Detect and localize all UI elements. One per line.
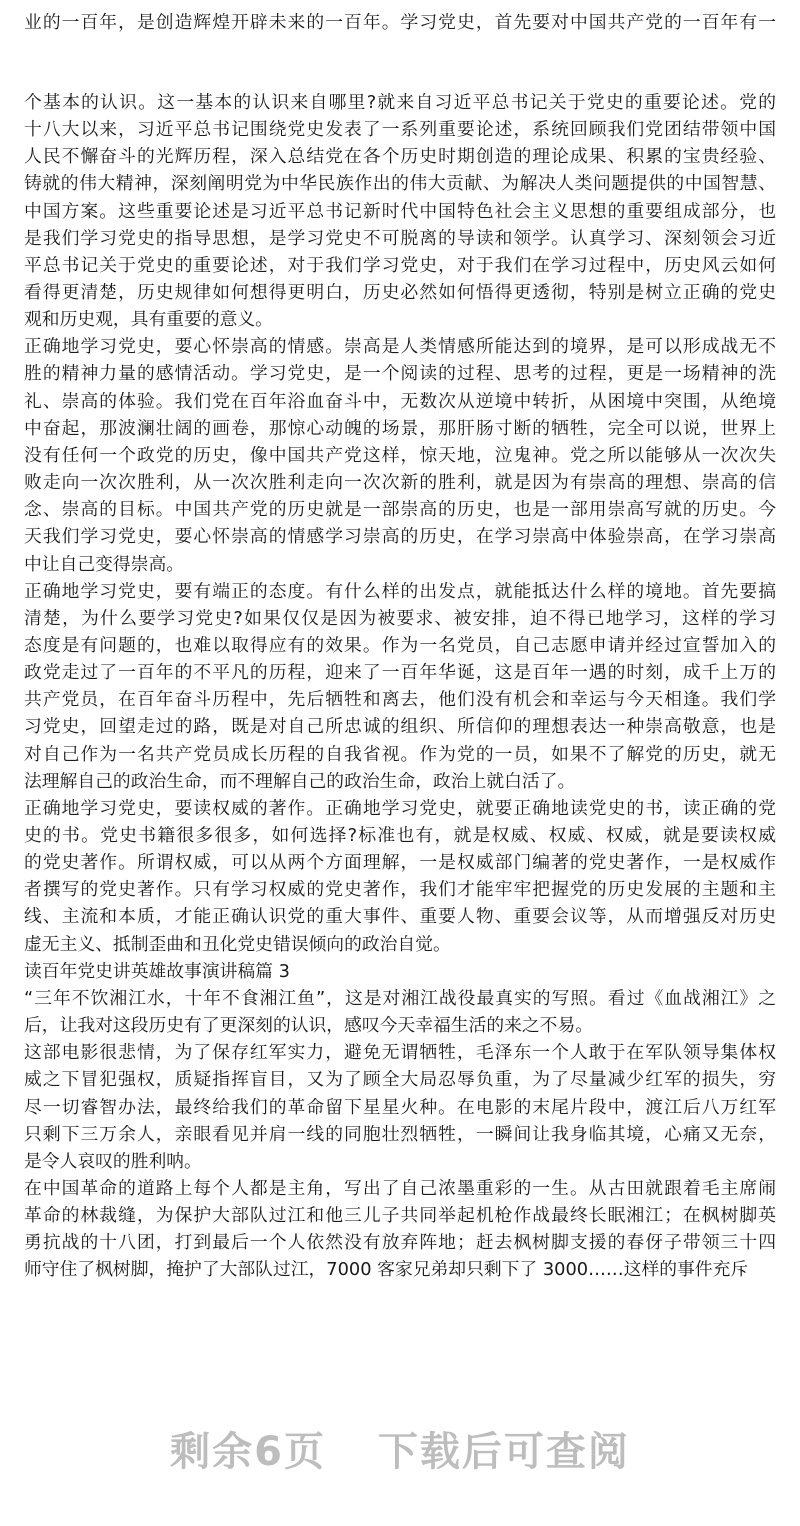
text-line: “三年不饮湘江水，十年不食湘江鱼”，这是对湘江战役最真实的写照。看过《血战湘江》之 <box>24 988 776 1009</box>
text-line: 平总书记关于党史的重要论述，对于我们学习党史，对于我们在学习过程中，历史风云如何 <box>24 255 776 276</box>
text-line: 业的一百年，是创造辉煌开辟未来的一百年。学习党史，首先要对中国共产党的一百年有一 <box>24 12 776 33</box>
text-line: 勇抗战的十八团，打到最后一个人依然没有放弃阵地；赶去枫树脚支援的春伢子带领三十四 <box>24 1232 776 1253</box>
text-line: 政党走过了一百年的不平凡的历程，迎来了一百年华诞，这是百年一遇的时刻，成千上万的 <box>24 662 776 683</box>
text-line: 者撰写的党史著作。只有学习权威的党史著作，我们才能牢牢把握党的历史发展的主题和主 <box>24 879 776 900</box>
text-line: 正确地学习党史，要读权威的著作。正确地学习党史，就要正确地读党史的书，读正确的党 <box>24 798 776 819</box>
text-line: 中奋起，那波澜壮阔的画卷，那惊心动魄的场景，那肝肠寸断的牺牲，完全可以说，世界上 <box>24 418 776 439</box>
text-line: 虚无主义、抵制歪曲和丑化党史错误倾向的政治自觉。 <box>24 934 451 955</box>
text-line: 读百年党史讲英雄故事演讲稿篇 3 <box>24 961 290 982</box>
text-line: 败走向一次次胜利，从一次次胜利走向一次次新的胜利，就是因为有崇高的理想、崇高的信 <box>24 472 776 493</box>
text-line: 后，让我对这段历史有了更深刻的认识，感叹今天幸福生活的来之不易。 <box>24 1015 594 1036</box>
text-line: 没有任何一个政党的历史，像中国共产党这样，惊天地，泣鬼神。党之所以能够从一次次失 <box>24 445 776 466</box>
text-line: 十八大以来，习近平总书记围绕党史发表了一系列重要论述，系统回顾我们党团结带领中国 <box>24 119 776 140</box>
text-line: 态度是有问题的，也难以取得应有的效果。作为一名党员，自己志愿申请并经过宣誓加入的 <box>24 635 776 656</box>
remaining-pages-label: 剩余6页 <box>170 1429 326 1475</box>
text-line: 看得更清楚，历史规律如何想得更明白，历史必然如何悟得更透彻，特别是树立正确的党史 <box>24 282 776 303</box>
text-line: 只剩下三万余人，亲眼看见并肩一线的同胞壮烈牺牲，一瞬间让我身临其境，心痛又无奈， <box>24 1124 776 1145</box>
text-line: 正确地学习党史，要有端正的态度。有什么样的出发点，就能抵达什么样的境地。首先要搞 <box>24 581 776 602</box>
text-line: 个基本的认识。这一基本的认识来自哪里?就来自习近平总书记关于党史的重要论述。党的 <box>24 92 776 113</box>
text-line: 习党史，回望走过的路，既是对自己所忠诚的组织、所信仰的理想表达一种崇高敬意，也是 <box>24 716 776 737</box>
text-line: 的党史著作。所谓权威，可以从两个方面理解，一是权威部门编著的党史著作，一是权威作 <box>24 852 776 873</box>
text-line: 威之下冒犯强权，质疑指挥盲目，又为了顾全大局忍辱负重，为了尽量减少红军的损失，穷 <box>24 1069 776 1090</box>
text-line: 法理解自己的政治生命，而不理解自己的政治生命，政治上就白活了。 <box>24 771 576 792</box>
text-line: 对自己作为一名共产党员成长历程的自我省视。作为党的一员，如果不了解党的历史，就无 <box>24 744 776 765</box>
text-line: 观和历史观，具有重要的意义。 <box>24 309 273 330</box>
text-line: 共产党员，在百年奋斗历程中，先后牺牲和离去，他们没有机会和幸运与今天相逢。我们学 <box>24 689 776 710</box>
text-line: 礼、崇高的体验。我们党在百年浴血奋斗中，无数次从逆境中转折，从困境中突围，从绝境 <box>24 391 776 412</box>
download-to-view-label[interactable]: 下载后可查阅 <box>377 1429 630 1475</box>
text-line: 念、崇高的目标。中国共产党的历史就是一部崇高的历史，也是一部用崇高写就的历史。今 <box>24 499 776 520</box>
text-line: 清楚，为什么要学习党史?如果仅仅是因为被要求、被安排，迫不得已地学习，这样的学习 <box>24 608 776 629</box>
text-line: 胜的精神力量的感情活动。学习党史，是一个阅读的过程、思考的过程，更是一场精神的洗 <box>24 363 776 384</box>
text-line: 线、主流和本质，才能正确认识党的重大事件、重要人物、重要会议等，从而增强反对历史 <box>24 906 776 927</box>
text-line: 铸就的伟大精神，深刻阐明党为中华民族作出的伟大贡献、为解决人类问题提供的中国智慧、 <box>24 173 776 194</box>
text-line: 革命的林裁缝，为保护大部队过江和他三儿子共同举起机枪作战最终长眠湘江；在枫树脚英 <box>24 1205 776 1226</box>
text-line: 是我们学习党史的指导思想，是学习党史不可脱离的导读和领学。认真学习、深刻领会习近 <box>24 228 776 249</box>
text-line: 中国方案。这些重要论述是习近平总书记新时代中国特色社会主义思想的重要组成部分，也 <box>24 201 776 222</box>
text-line: 天我们学习党史，要心怀崇高的情感学习崇高的历史，在学习崇高中体验崇高，在学习崇高 <box>24 526 776 547</box>
text-line: 尽一切睿智办法，最终给我们的革命留下星星火种。在电影的末尾片段中，渡江后八万红军 <box>24 1097 776 1118</box>
text-line: 师守住了枫树脚，掩护了大部队过江，7000 客家兄弟却只剩下了 3000……这样的事件充斥 <box>24 1259 749 1280</box>
text-line: 是令人哀叹的胜利呐。 <box>24 1151 202 1172</box>
text-line: 史的书。党史书籍很多很多，如何选择?标准也有，就是权威、权威、权威，就是要读权威 <box>24 825 776 846</box>
text-line: 中让自己变得崇高。 <box>24 554 185 575</box>
text-line: 正确地学习党史，要心怀崇高的情感。崇高是人类情感所能达到的境界，是可以形成战无不 <box>24 336 776 357</box>
text-line: 这部电影很悲情，为了保存红军实力，避免无谓牺牲，毛泽东一个人敢于在军队领导集体权 <box>24 1042 776 1063</box>
text-line: 在中国革命的道路上每个人都是主角，写出了自己浓墨重彩的一生。从古田就跟着毛主席闹 <box>24 1178 776 1199</box>
text-line: 人民不懈奋斗的光辉历程，深入总结党在各个历史时期创造的理论成果、积累的宝贵经验、 <box>24 146 776 167</box>
download-footer[interactable] <box>0 1420 800 1480</box>
